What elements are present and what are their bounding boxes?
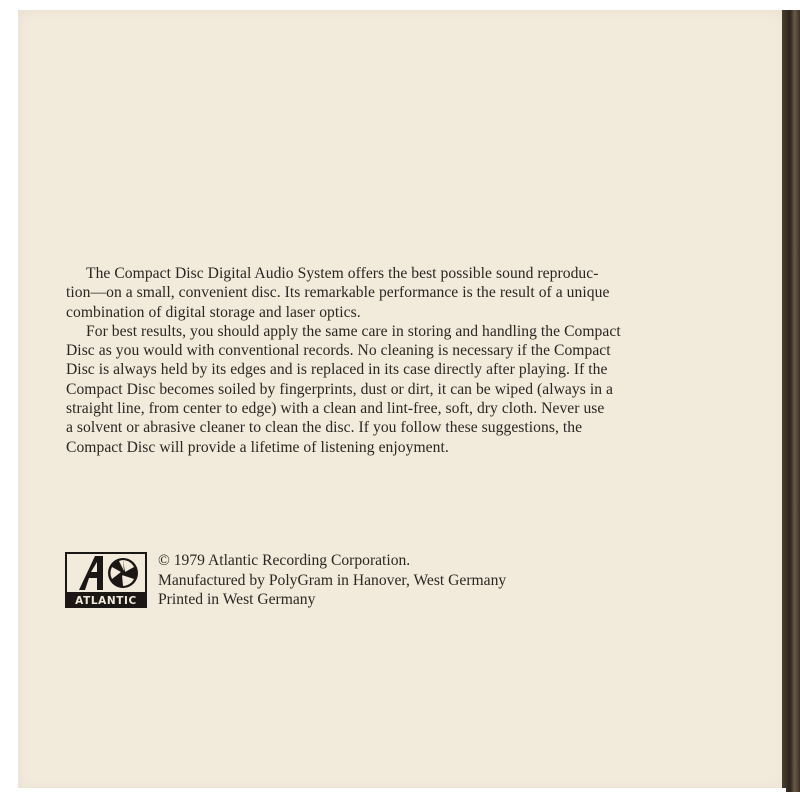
care-instructions-text [66,264,746,457]
body-line: Compact Disc becomes soiled by fingerprints, dust or dirt, it can be wiped (always in a [66,380,613,398]
printed-line: Printed in West Germany [158,591,316,608]
body-line: Compact Disc will provide a lifetime of listening enjoyment. [66,438,449,456]
copyright-line: © 1979 Atlantic Recording Corporation. [158,552,411,569]
logo-wordmark: ATLANTIC [75,595,137,607]
scan-margin [18,788,786,800]
body-line: combination of digital storage and laser optics. [66,303,361,321]
atlantic-logo [65,552,147,608]
body-line: a solvent or abrasive cleaner to clean the disc. If you follow these suggestions, the [66,419,583,437]
booklet-spine-edge [782,10,800,792]
body-line: Disc is always held by its edges and is replaced in its case directly after playing. If the [66,361,608,379]
body-line: Disc as you would with conventional records. No cleaning is necessary if the Compact [66,342,611,360]
manufacturer-line: Manufactured by PolyGram in Hanover, West Germany [158,571,507,589]
body-line: For best results, you should apply the same care in storing and handling the Compact [86,322,621,340]
logo-swirl-mark [108,558,138,588]
body-line: tion—on a small, convenient disc. Its remarkable performance is the result of a unique [66,284,610,302]
body-line: straight line, from center to edge) with a clean and lint-free, soft, dry cloth. Never use [66,400,605,418]
body-line: The Compact Disc Digital Audio System offers the best possible sound reproduc- [86,265,599,282]
credits-block [158,551,506,610]
